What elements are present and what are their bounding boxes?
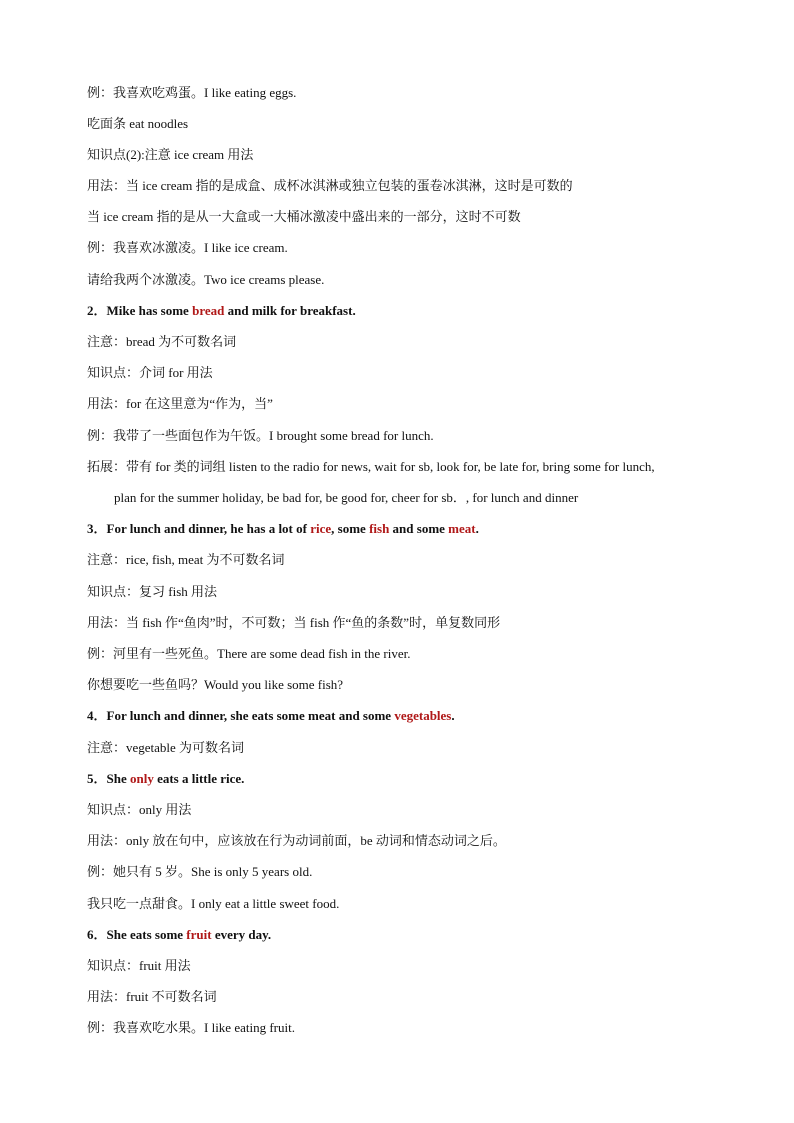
note-line: 注意：rice, fish, meat 为不可数名词: [87, 552, 285, 567]
highlight-word: fish: [369, 521, 390, 536]
usage-line: 用法：fruit 不可数名词: [87, 989, 217, 1004]
knowledge-point: 知识点(2):注意 ice cream 用法: [87, 147, 254, 162]
note-line: 注意：bread 为不可数名词: [87, 334, 237, 349]
example-line: 例：我喜欢吃鸡蛋。I like eating eggs.: [87, 85, 297, 100]
extension-line: 拓展：带有 for 类的词组 listen to the radio for news, wait for sb, look for, be late for, bring some for lunch,: [87, 459, 655, 474]
knowledge-point: 知识点：fruit 用法: [87, 958, 191, 973]
sentence-heading-2: 2．Mike has some bread and milk for breakfast.: [87, 303, 356, 318]
example-line: 例：我喜欢吃水果。I like eating fruit.: [87, 1020, 295, 1035]
note-line: 注意：vegetable 为可数名词: [87, 740, 245, 755]
phrase-line: 吃面条 eat noodles: [87, 116, 189, 131]
extension-line-continued: plan for the summer holiday, be bad for, be good for, cheer for sb．, for lunch and dinner: [114, 490, 579, 505]
sentence-heading-4: 4．For lunch and dinner, she eats some meat and some vegetables.: [87, 708, 455, 723]
usage-line: 用法：only 放在句中，应该放在行为动词前面，be 动词和情态动词之后。: [87, 833, 506, 848]
knowledge-point: 知识点：介词 for 用法: [87, 365, 213, 380]
usage-line: 当 ice cream 指的是从一大盒或一大桶冰激凌中盛出来的一部分，这时不可数: [87, 209, 521, 224]
example-line: 你想要吃一些鱼吗？Would you like some fish?: [87, 677, 344, 692]
highlight-word: only: [129, 771, 154, 786]
sentence-heading-5: 5．She only eats a little rice.: [87, 771, 245, 786]
sentence-heading-6: 6．She eats some fruit every day.: [87, 927, 272, 942]
highlight-word: meat: [448, 521, 476, 536]
highlight-word: vegetables: [394, 708, 452, 723]
example-line: 例：河里有一些死鱼。There are some dead fish in the river.: [87, 646, 411, 661]
knowledge-point: 知识点：复习 fish 用法: [87, 584, 218, 599]
knowledge-point: 知识点：only 用法: [87, 802, 192, 817]
highlight-word: fruit: [186, 927, 212, 942]
example-line: 例：她只有 5 岁。She is only 5 years old.: [87, 864, 313, 879]
example-line: 我只吃一点甜食。I only eat a little sweet food.: [87, 896, 340, 911]
example-line: 例：我带了一些面包作为午饭。I brought some bread for lunch.: [87, 428, 434, 443]
usage-line: 用法：当 fish 作“鱼肉”时，不可数；当 fish 作“鱼的条数”时，单复数同形: [87, 615, 501, 630]
usage-line: 用法：当 ice cream 指的是成盒、成杯冰淇淋或独立包装的蛋卷冰淇淋，这时是可数的: [87, 178, 573, 193]
example-line: 例：我喜欢冰激凌。I like ice cream.: [87, 240, 288, 255]
usage-line: 用法：for 在这里意为“作为，当”: [87, 396, 273, 411]
highlight-word: bread: [192, 303, 225, 318]
highlight-word: rice: [310, 521, 332, 536]
sentence-heading-3: 3．For lunch and dinner, he has a lot of rice, some fish and some meat.: [87, 521, 479, 536]
example-line: 请给我两个冰激凌。Two ice creams please.: [87, 272, 325, 287]
